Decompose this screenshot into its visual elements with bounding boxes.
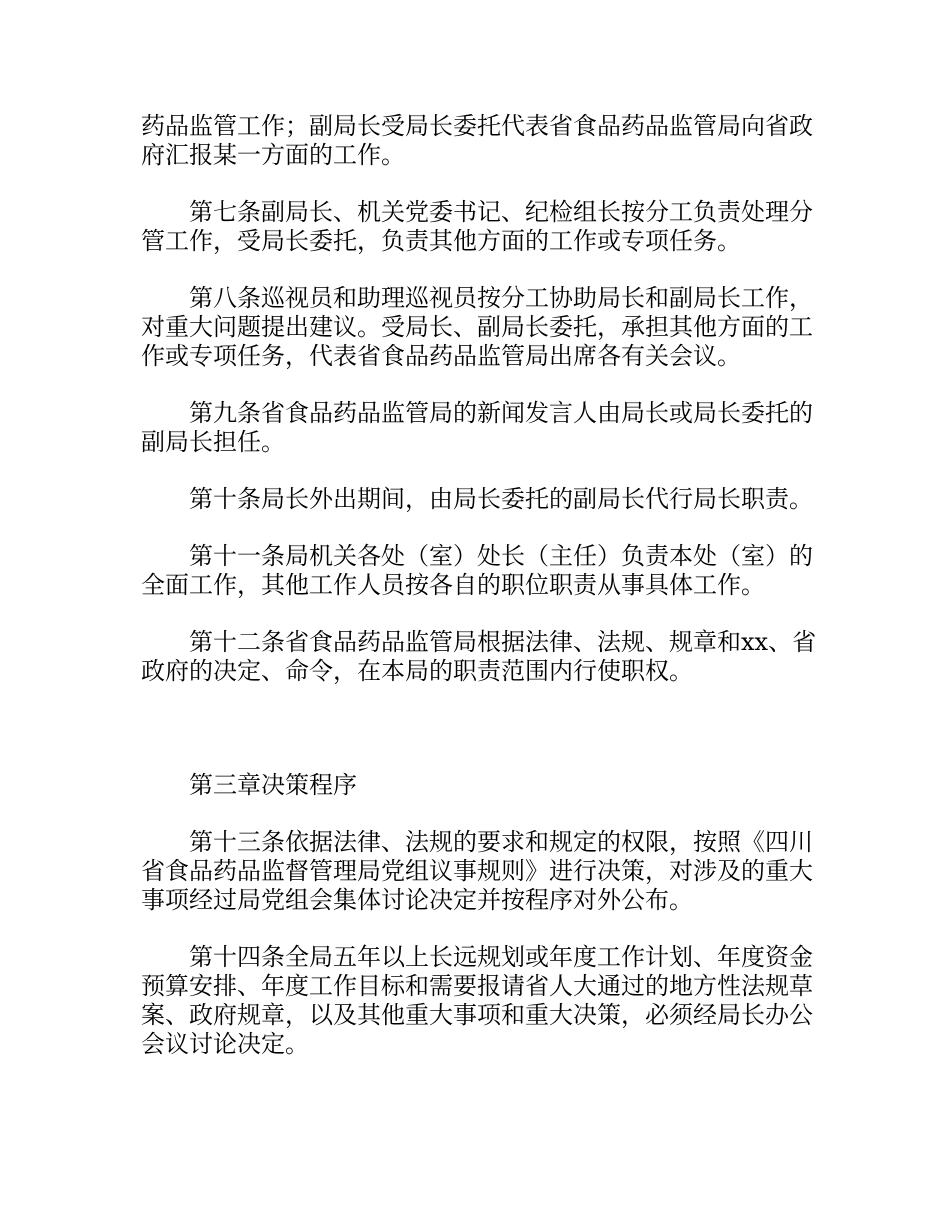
paragraph-article-13: 第十三条依据法律、法规的要求和规定的权限，按照《四川省食品药品监督管理局党组议事规则》进行决策，对涉及的重大事项经过局党组会集体讨论决定并按程序对外公布。: [141, 828, 813, 914]
paragraph-article-10: 第十条局长外出期间，由局长委托的副局长代行局长职责。: [189, 485, 813, 513]
paragraph-article-7: 第七条副局长、机关党委书记、纪检组长按分工负责处理分管工作，受局长委托，负责其他方面的工作或专项任务。: [141, 198, 813, 255]
chapter-heading: 第三章决策程序: [189, 771, 357, 799]
paragraph-article-11: 第十一条局机关各处（室）处长（主任）负责本处（室）的全面工作，其他工作人员按各自的职位职责从事具体工作。: [141, 542, 813, 599]
paragraph-article-9: 第九条省食品药品监管局的新闻发言人由局长或局长委托的副局长担任。: [141, 399, 813, 456]
paragraph-continuation: 药品监管工作；副局长受局长委托代表省食品药品监管局向省政府汇报某一方面的工作。: [141, 112, 813, 169]
paragraph-article-12: 第十二条省食品药品监管局根据法律、法规、规章和xx、省政府的决定、命令，在本局的职责范围内行使职权。: [141, 628, 817, 685]
paragraph-article-14: 第十四条全局五年以上长远规划或年度工作计划、年度资金预算安排、年度工作目标和需要报请省人大通过的地方性法规草案、政府规章，以及其他重大事项和重大决策，必须经局长办公会议讨论决定。: [141, 943, 813, 1058]
paragraph-article-8: 第八条巡视员和助理巡视员按分工协助局长和副局长工作，对重大问题提出建议。受局长、副局长委托，承担其他方面的工作或专项任务，代表省食品药品监管局出席各有关会议。: [141, 284, 813, 370]
document-body: [141, 112, 831, 1087]
